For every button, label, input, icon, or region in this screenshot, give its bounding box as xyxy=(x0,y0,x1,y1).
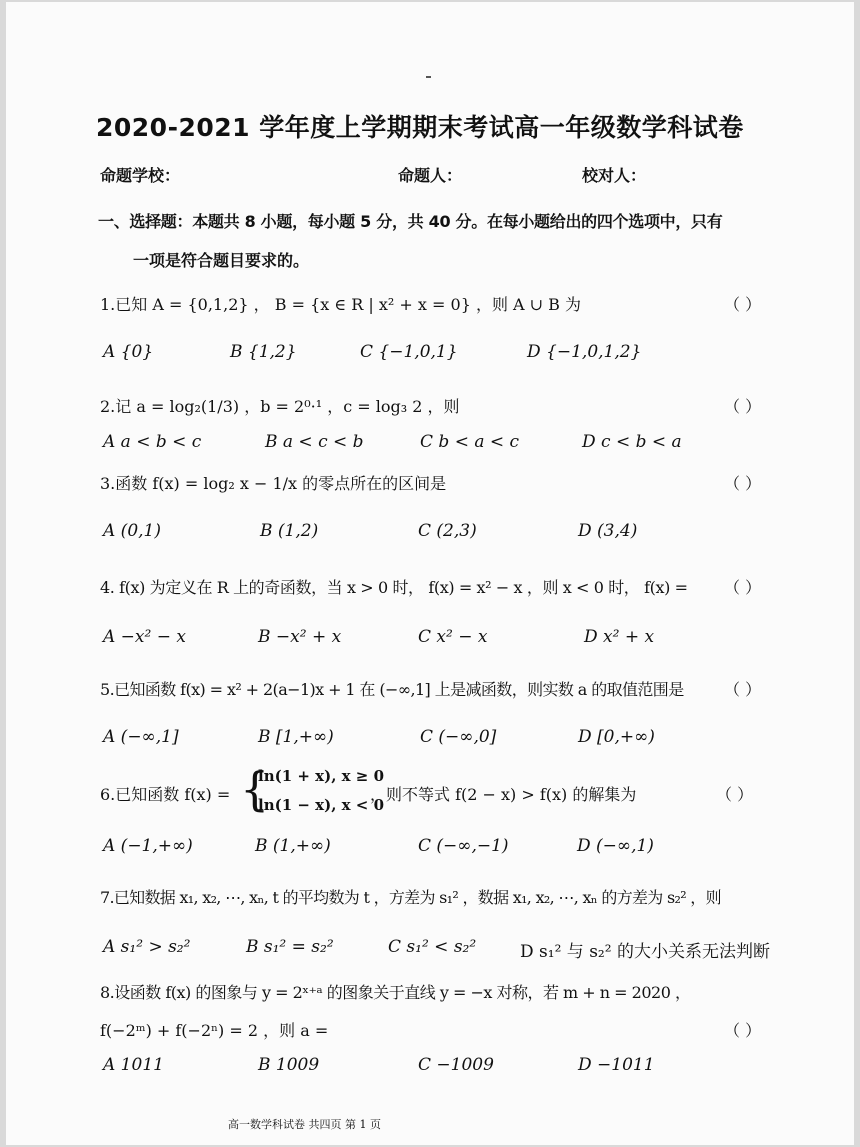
meta-school: 命题学校： xyxy=(100,166,181,185)
q4-option-a: A −x² − x xyxy=(103,627,186,647)
q7-option-c: C s₁² < s₂² xyxy=(388,937,477,957)
page-footer: 高一数学科试卷 共四页 第 1 页 xyxy=(228,1118,381,1131)
q7-option-a: A s₁² > s₂² xyxy=(103,937,191,957)
q2-option-c: C b < a < c xyxy=(420,432,520,452)
answer-paren-2: （ ） xyxy=(724,397,762,416)
q3-option-a: A (0,1) xyxy=(103,521,161,541)
q6-option-d: D (−∞,1) xyxy=(577,836,654,856)
q3-option-d: D (3,4) xyxy=(578,521,638,541)
question-2: 2.记 a = log₂(1/3) ，b = 2⁰·¹ ，c = log₃ 2 ，则 xyxy=(100,397,460,416)
q6-option-a: A (−1,+∞) xyxy=(103,836,193,856)
q8-option-a: A 1011 xyxy=(103,1055,164,1075)
q5-option-d: D [0,+∞) xyxy=(578,727,655,747)
question-8-cont: f(−2ᵐ) + f(−2ⁿ) = 2 ，则 a = xyxy=(100,1021,329,1040)
question-6-prefix: 6.已知函数 f(x) = xyxy=(100,785,231,804)
meta-proofreader: 校对人： xyxy=(582,166,647,185)
q4-option-d: D x² + x xyxy=(584,627,655,647)
q5-option-a: A (−∞,1] xyxy=(103,727,179,747)
question-4: 4. f(x) 为定义在 R 上的奇函数，当 x > 0 时， f(x) = x² − x ，则 x < 0 时， f(x) = xyxy=(100,578,688,597)
q6-case-2: ln(1 − x), x < 0 xyxy=(258,796,385,814)
question-3: 3.函数 f(x) = log₂ x − 1/x 的零点所在的区间是 xyxy=(100,474,447,493)
q8-option-c: C −1009 xyxy=(418,1055,494,1075)
q7-option-d: D s₁² 与 s₂² 的大小关系无法判断 xyxy=(520,942,770,962)
answer-paren-8: （ ） xyxy=(724,1021,762,1040)
answer-paren-1: （ ） xyxy=(724,295,762,314)
scan-speck xyxy=(426,76,431,78)
q5-option-c: C (−∞,0] xyxy=(420,727,497,747)
q5-option-b: B [1,+∞) xyxy=(258,727,334,747)
q2-option-b: B a < c < b xyxy=(265,432,364,452)
section-heading-cont: 一项是符合题目要求的。 xyxy=(133,251,310,270)
question-8: 8.设函数 f(x) 的图象与 y = 2ˣ⁺ᵃ 的图象关于直线 y = −x 对称，若 m + n = 2020 ， xyxy=(100,983,691,1002)
q1-option-a: A {0} xyxy=(103,342,154,362)
page-title: 2020-2021 学年度上学期期末考试高一年级数学科试卷 xyxy=(96,113,744,142)
answer-paren-6: （ ） xyxy=(716,785,754,804)
q1-option-b: B {1,2} xyxy=(230,342,297,362)
answer-paren-3: （ ） xyxy=(724,474,762,493)
q8-option-b: B 1009 xyxy=(258,1055,320,1075)
q6-case-1: ln(1 + x), x ≥ 0 xyxy=(258,767,385,785)
section-heading: 一、选择题：本题共 8 小题，每小题 5 分，共 40 分。在每小题给出的四个选项中，只有 xyxy=(98,212,723,231)
q4-option-c: C x² − x xyxy=(418,627,488,647)
q3-option-b: B (1,2) xyxy=(260,521,319,541)
question-5: 5.已知函数 f(x) = x² + 2(a−1)x + 1 在 (−∞,1] 上是减函数，则实数 a 的取值范围是 xyxy=(100,680,684,699)
q2-option-a: A a < b < c xyxy=(103,432,202,452)
q7-option-b: B s₁² = s₂² xyxy=(246,937,334,957)
question-6-suffix: ，则不等式 f(2 − x) > f(x) 的解集为 xyxy=(370,785,637,804)
q2-option-d: D c < b < a xyxy=(582,432,682,452)
question-7: 7.已知数据 x₁, x₂, ⋯, xₙ, t 的平均数为 t ，方差为 s₁² ，数据 x₁, x₂, ⋯, xₙ 的方差为 s₂² ，则 xyxy=(100,888,721,907)
question-1: 1.已知 A = {0,1,2} ， B = {x ∈ R | x² + x = 0} ，则 A ∪ B 为 xyxy=(100,295,582,314)
q4-option-b: B −x² + x xyxy=(258,627,342,647)
q6-option-b: B (1,+∞) xyxy=(255,836,331,856)
q1-option-c: C {−1,0,1} xyxy=(360,342,458,362)
q6-option-c: C (−∞,−1) xyxy=(418,836,509,856)
meta-author: 命题人： xyxy=(398,166,463,185)
q3-option-c: C (2,3) xyxy=(418,521,477,541)
piecewise-brace: { xyxy=(240,762,270,816)
answer-paren-4: （ ） xyxy=(724,578,762,597)
q1-option-d: D {−1,0,1,2} xyxy=(527,342,642,362)
answer-paren-5: （ ） xyxy=(724,680,762,699)
q8-option-d: D −1011 xyxy=(578,1055,655,1075)
